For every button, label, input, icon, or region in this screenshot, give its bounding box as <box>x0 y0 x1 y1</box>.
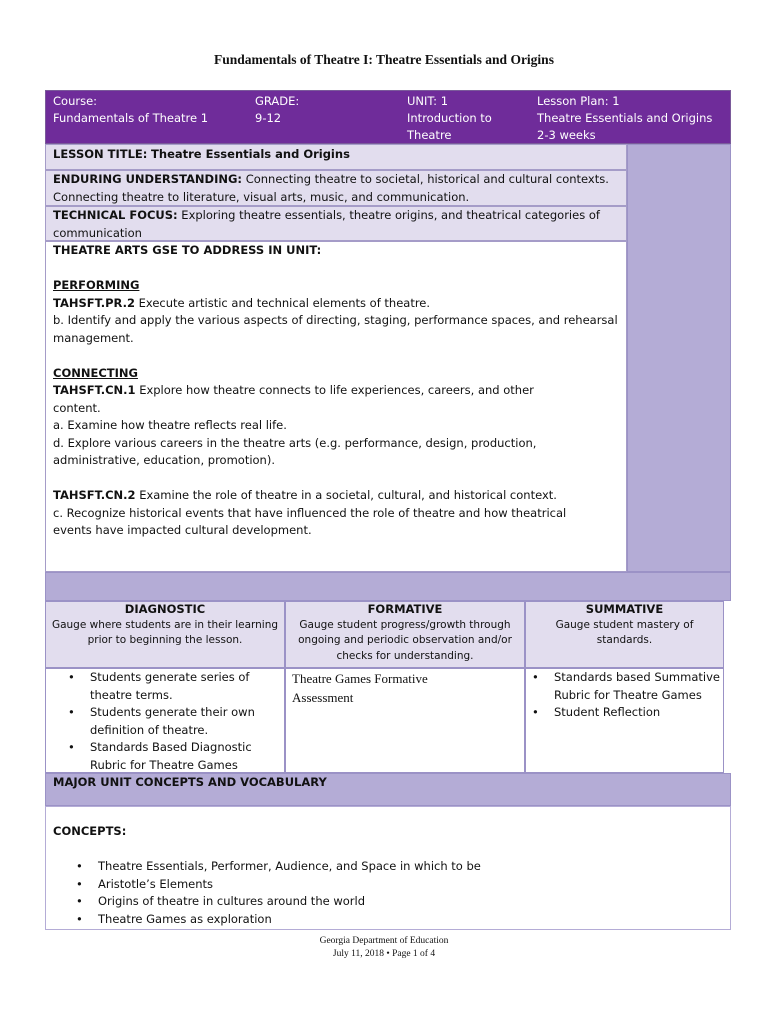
lesson-title-label: LESSON TITLE: <box>53 147 148 161</box>
grade-label: GRADE: <box>255 94 300 108</box>
cn2-text: Examine the role of theatre in a societal, cultural, and historical context. <box>139 488 557 502</box>
pr2-b-line1: b. Identify and apply the various aspects of directing, staging, performance spaces, and rehearsal <box>53 313 618 327</box>
footer-line2: July 11, 2018 • Page 1 of 4 <box>332 949 436 959</box>
course-value: Fundamentals of Theatre 1 <box>53 111 209 125</box>
formative-desc-line2: ongoing and periodic observation and/or <box>298 634 512 646</box>
concepts-header-band <box>45 773 731 806</box>
formative-content-line2: Assessment <box>292 690 354 705</box>
cn1-a: a. Examine how theatre reflects real life. <box>53 418 287 432</box>
lesson-title-value: Theatre Essentials and Origins <box>151 147 350 161</box>
enduring-understanding-row <box>45 170 627 206</box>
diagnostic-desc-line2: prior to beginning the lesson. <box>87 634 243 646</box>
list-item: • Origins of theatre in cultures around the world <box>98 893 730 911</box>
concepts-content <box>45 806 731 930</box>
summative-desc-line1: Gauge student mastery of <box>555 618 694 631</box>
cn1-d-line2: administrative, education, promotion). <box>53 453 275 467</box>
performing-heading: PERFORMING <box>53 278 140 292</box>
diagnostic-desc-line1: Gauge where students are in their learning <box>51 618 279 631</box>
unit-cell <box>407 93 492 144</box>
lesson-title-row <box>45 144 627 170</box>
list-item: • Students generate their own definition of theatre. <box>90 704 284 739</box>
lesson-plan-value: Theatre Essentials and Origins <box>537 111 713 125</box>
course-cell <box>53 93 208 127</box>
technical-label: TECHNICAL FOCUS: <box>53 208 178 222</box>
formative-desc-line1: Gauge student progress/growth through <box>299 618 511 631</box>
concepts-list <box>53 858 730 928</box>
enduring-label: ENDURING UNDERSTANDING: <box>53 172 243 186</box>
footer-line1: Georgia Department of Education <box>319 936 449 946</box>
footer <box>0 935 768 961</box>
gse-block <box>45 241 627 572</box>
pr2-b-line2: management. <box>53 330 134 345</box>
list-item: • Standards Based Diagnostic Rubric for Theatre Games <box>90 739 284 774</box>
unit-value-line2: Theatre <box>407 128 452 142</box>
lesson-plan-cell <box>537 93 712 144</box>
summative-desc-line2: standards. <box>596 634 653 646</box>
summative-heading: SUMMATIVE <box>585 602 664 616</box>
diagnostic-content <box>45 668 285 773</box>
cn1-line2: content. <box>53 400 101 415</box>
unit-value-line1: Introduction to <box>407 111 492 125</box>
formative-desc-line3: checks for understanding. <box>336 649 474 662</box>
lesson-duration: 2-3 weeks <box>537 128 596 142</box>
pr2-code: TAHSFT.PR.2 <box>53 295 135 310</box>
unit-label: UNIT: 1 <box>407 94 449 108</box>
pr2-text: Execute artistic and technical elements of theatre. <box>138 295 431 310</box>
cn1-text: Explore how theatre connects to life experiences, careers, and other <box>139 383 534 397</box>
cn1-d-line1: d. Explore various careers in the theatre arts (e.g. performance, design, production, <box>53 435 537 450</box>
list-item: • Aristotle’s Elements <box>98 876 730 894</box>
connecting-heading: CONNECTING <box>53 365 138 380</box>
formative-content <box>285 668 525 773</box>
gse-heading: THEATRE ARTS GSE TO ADDRESS IN UNIT: <box>53 243 322 257</box>
diagnostic-list <box>46 669 284 774</box>
technical-line2: communication <box>53 225 142 240</box>
diagnostic-heading: DIAGNOSTIC <box>124 602 206 616</box>
spacer-band <box>45 572 731 601</box>
header-row <box>45 90 731 144</box>
grade-value: 9-12 <box>255 111 282 125</box>
summative-header <box>525 601 724 668</box>
enduring-line2: Connecting theatre to literature, visual arts, music, and communication. <box>53 189 470 204</box>
list-item: • Theatre Essentials, Performer, Audience, and Space in which to be <box>98 858 730 876</box>
enduring-line1: Connecting theatre to societal, historical and cultural contexts. <box>245 172 609 186</box>
technical-line1: Exploring theatre essentials, theatre origins, and theatrical categories of <box>181 208 600 222</box>
concepts-label: CONCEPTS: <box>53 824 127 838</box>
concepts-section-heading: MAJOR UNIT CONCEPTS AND VOCABULARY <box>53 775 327 789</box>
cn2-c-line2: events have impacted cultural development. <box>53 523 312 537</box>
formative-heading: FORMATIVE <box>367 602 443 616</box>
list-item: • Standards based Summative Rubric for Theatre Games <box>554 669 723 704</box>
diagnostic-header <box>45 601 285 668</box>
lesson-plan-label: Lesson Plan: 1 <box>537 94 620 108</box>
list-item: • Student Reflection <box>554 704 723 722</box>
formative-content-line1: Theatre Games Formative <box>292 671 428 686</box>
cn1-code: TAHSFT.CN.1 <box>53 383 136 397</box>
course-label: Course: <box>53 94 98 108</box>
technical-focus-row <box>45 206 627 241</box>
cn2-code: TAHSFT.CN.2 <box>53 488 136 502</box>
formative-header <box>285 601 525 668</box>
summative-list <box>526 669 723 722</box>
side-column <box>627 144 731 572</box>
list-item: • Students generate series of theatre terms. <box>90 669 284 704</box>
list-item: • Theatre Games as exploration <box>98 911 730 929</box>
grade-cell <box>255 93 299 127</box>
summative-content <box>525 668 724 773</box>
cn2-c-line1: c. Recognize historical events that have influenced the role of theatre and how theatrical <box>53 505 567 520</box>
document-title: Fundamentals of Theatre I: Theatre Essentials and Origins <box>214 52 554 67</box>
